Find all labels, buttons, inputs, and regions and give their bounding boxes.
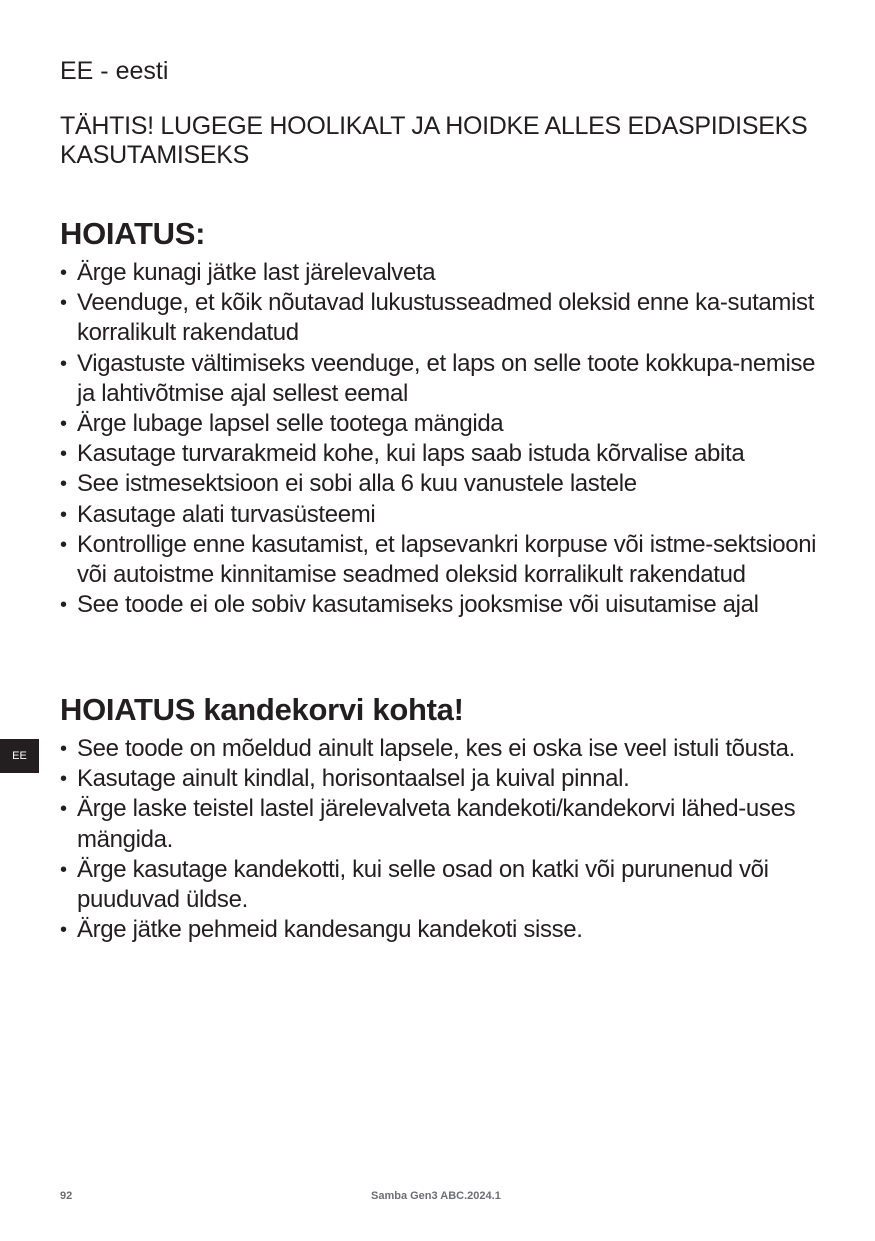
bullet-icon: • <box>60 594 67 617</box>
warning-list <box>60 258 820 620</box>
list-item <box>60 794 820 854</box>
list-item <box>60 258 820 288</box>
list-item-text: See toode ei ole sobiv kasutamiseks jooksmise või uisutamise ajal <box>77 591 759 619</box>
bullet-icon: • <box>60 798 67 821</box>
list-item-text: Kasutage alati turvasüsteemi <box>77 500 376 528</box>
list-item-text: Kasutage ainult kindlal, horisontaalsel ja kuival pinnal. <box>77 765 630 793</box>
list-item-text: Ärge lubage lapsel selle tootega mängida <box>77 410 504 438</box>
list-item-text: See toode on mõeldud ainult lapsele, kes ei oska ise veel istuli tõusta. <box>77 735 795 762</box>
bullet-icon: • <box>60 473 67 496</box>
bullet-icon: • <box>60 919 67 942</box>
list-item-text: Ärge kunagi jätke last järelevalveta <box>77 259 436 286</box>
bullet-icon: • <box>60 292 67 315</box>
language-side-tab: EE <box>0 739 39 773</box>
bullet-icon: • <box>60 262 67 284</box>
list-item <box>60 855 820 915</box>
warning-title: HOIATUS: <box>60 216 206 251</box>
bassinet-warning-title: HOIATUS kandekorvi kohta! <box>60 692 464 727</box>
bullet-icon: • <box>60 503 67 526</box>
list-item-text: Ärge jätke pehmeid kandesangu kandekoti sisse. <box>77 916 583 944</box>
list-item-text: Veenduge, et kõik nõutavad lukustusseadmed oleksid enne ka-sutamist korralikult rakendatud <box>77 289 815 347</box>
list-item <box>60 409 820 439</box>
list-item <box>60 439 820 469</box>
list-item <box>60 734 820 764</box>
list-item <box>60 349 820 409</box>
bullet-icon: • <box>60 443 67 466</box>
list-item-text: Kasutage turvarakmeid kohe, kui laps saab istuda kõrvalise abita <box>77 440 745 468</box>
list-item <box>60 469 820 499</box>
page-number: 92 <box>60 1190 73 1202</box>
bullet-icon: • <box>60 413 67 436</box>
list-item <box>60 288 820 348</box>
bullet-icon: • <box>60 533 67 556</box>
language-heading: EE - eesti <box>60 57 169 85</box>
important-notice: TÄHTIS! LUGEGE HOOLIKALT JA HOIDKE ALLES EDASPIDISEKS KASUTAMISEKS <box>60 112 808 169</box>
list-item <box>60 915 820 945</box>
list-item-text: Ärge laske teistel lastel järelevalveta kandekoti/kandekorvi lähed-uses mängida. <box>77 795 796 853</box>
bullet-icon: • <box>60 858 67 881</box>
list-item-text: Vigastuste vältimiseks veenduge, et laps on selle toote kokkupa-nemise ja lahtivõtmise ajal sellest eemal <box>77 349 816 407</box>
list-item <box>60 500 820 530</box>
list-item-text: See istmesektsioon ei sobi alla 6 kuu vanustele lastele <box>77 470 637 498</box>
bullet-icon: • <box>60 352 67 375</box>
list-item-text: Ärge kasutage kandekotti, kui selle osad on katki või purunenud või puuduvad üldse. <box>77 855 769 914</box>
list-item <box>60 590 820 620</box>
bullet-icon: • <box>60 738 67 760</box>
bassinet-warning-section <box>60 692 820 945</box>
bullet-icon: • <box>60 768 67 791</box>
list-item <box>60 530 820 590</box>
bassinet-warning-list <box>60 734 820 945</box>
list-item <box>60 764 820 794</box>
list-item-text: Kontrollige enne kasutamist, et lapsevankri korpuse või istme-sektsiooni või autoistme kinnitamise seadmed oleksid korralikult rakendatud <box>77 530 817 589</box>
warning-section <box>60 216 820 620</box>
footer-model: Samba Gen3 ABC.2024.1 <box>371 1190 501 1202</box>
